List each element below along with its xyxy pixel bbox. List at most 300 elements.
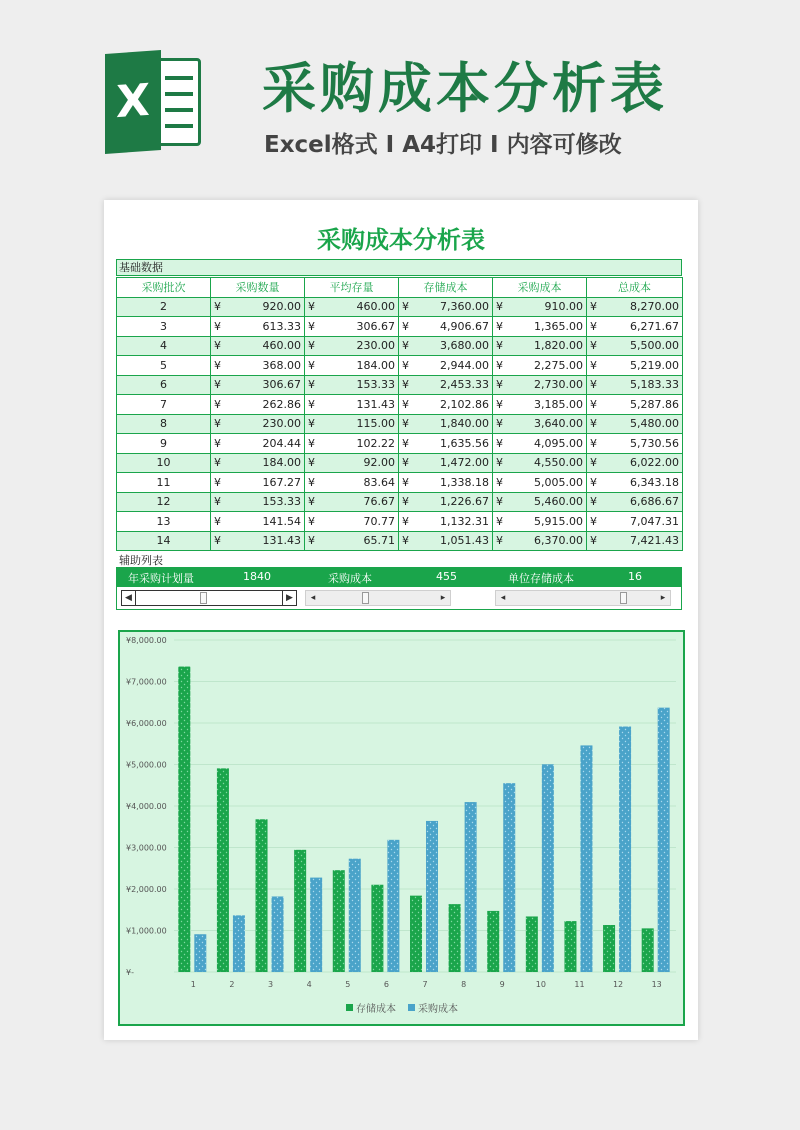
currency-symbol: ¥ xyxy=(214,534,221,548)
currency-symbol: ¥ xyxy=(214,339,221,353)
page-subtitle: Excel格式 I A4打印 I 内容可修改 xyxy=(264,132,622,158)
currency-symbol: ¥ xyxy=(308,378,315,392)
qty-cell xyxy=(211,317,305,337)
scroll-right-icon[interactable]: ▸ xyxy=(660,593,666,603)
storage-cell xyxy=(399,512,493,532)
excel-logo-icon xyxy=(103,52,205,152)
cell-value: 2,730.00 xyxy=(534,378,583,392)
x-tick-label: 7 xyxy=(422,980,428,989)
storage-cell xyxy=(399,473,493,493)
qty-cell xyxy=(211,492,305,512)
x-tick-label: 4 xyxy=(306,980,312,989)
scroll-left-icon[interactable]: ◂ xyxy=(310,593,316,603)
cell-value: 5,730.56 xyxy=(630,436,679,450)
x-tick-label: 9 xyxy=(499,980,505,989)
qty-cell xyxy=(211,395,305,415)
currency-symbol: ¥ xyxy=(496,358,503,372)
currency-symbol: ¥ xyxy=(402,358,409,372)
batch-cell: 8 xyxy=(117,414,211,434)
currency-symbol: ¥ xyxy=(496,456,503,470)
scroll-right-icon[interactable]: ▸ xyxy=(440,593,446,603)
batch-cell: 12 xyxy=(117,492,211,512)
cell-value: 6,343.18 xyxy=(630,475,679,489)
bar-storage-cost xyxy=(642,928,654,972)
x-tick-label: 6 xyxy=(383,980,389,989)
currency-symbol: ¥ xyxy=(214,475,221,489)
cell-value: 1,820.00 xyxy=(534,339,583,353)
cost-table xyxy=(116,277,683,551)
x-tick-label: 8 xyxy=(461,980,467,989)
cell-value: 920.00 xyxy=(262,300,301,314)
unit-storage-cost-label: 单位存储成本 xyxy=(508,572,574,585)
bar-purchase-cost xyxy=(272,896,284,972)
avg-cell xyxy=(305,434,399,454)
cell-value: 8,270.00 xyxy=(630,300,679,314)
cell-value: 65.71 xyxy=(363,534,395,548)
x-tick-label: 3 xyxy=(267,980,274,989)
currency-symbol: ¥ xyxy=(214,495,221,509)
currency-symbol: ¥ xyxy=(496,475,503,489)
y-tick-label: ¥7,000.00 xyxy=(126,677,167,687)
bar-storage-cost xyxy=(603,925,615,972)
annual-plan-label: 年采购计划量 xyxy=(128,572,194,585)
qty-cell xyxy=(211,473,305,493)
qty-cell xyxy=(211,414,305,434)
bar-storage-cost xyxy=(333,870,345,972)
bar-purchase-cost xyxy=(349,859,361,972)
cell-value: 5,480.00 xyxy=(630,417,679,431)
table-row xyxy=(117,453,683,473)
bar-purchase-cost xyxy=(658,708,670,972)
batch-cell: 7 xyxy=(117,395,211,415)
currency-symbol: ¥ xyxy=(308,319,315,333)
bar-storage-cost xyxy=(487,911,499,972)
cell-value: 2,944.00 xyxy=(440,358,489,372)
cell-value: 1,635.56 xyxy=(440,436,489,450)
currency-symbol: ¥ xyxy=(590,358,597,372)
cell-value: 184.00 xyxy=(262,456,301,470)
x-tick-label: 10 xyxy=(535,980,546,989)
cell-value: 1,472.00 xyxy=(440,456,489,470)
bar-purchase-cost xyxy=(542,764,554,972)
x-tick-label: 13 xyxy=(651,980,662,989)
currency-symbol: ¥ xyxy=(590,475,597,489)
total-cell xyxy=(587,395,683,415)
storage-cell xyxy=(399,375,493,395)
batch-cell: 10 xyxy=(117,453,211,473)
storage-cell xyxy=(399,531,493,551)
table-row xyxy=(117,297,683,317)
storage-cell xyxy=(399,492,493,512)
qty-cell xyxy=(211,434,305,454)
currency-symbol: ¥ xyxy=(402,397,409,411)
cell-value: 7,421.43 xyxy=(630,534,679,548)
avg-cell xyxy=(305,297,399,317)
currency-symbol: ¥ xyxy=(214,456,221,470)
currency-symbol: ¥ xyxy=(496,300,503,314)
cell-value: 230.00 xyxy=(262,417,301,431)
cell-value: 153.33 xyxy=(356,378,395,392)
scrollbar-thumb[interactable] xyxy=(200,592,207,604)
cell-value: 5,287.86 xyxy=(630,397,679,411)
currency-symbol: ¥ xyxy=(402,475,409,489)
currency-symbol: ¥ xyxy=(214,397,221,411)
table-row xyxy=(117,434,683,454)
bar-storage-cost xyxy=(178,667,190,972)
cell-value: 5,460.00 xyxy=(534,495,583,509)
cell-value: 5,219.00 xyxy=(630,358,679,372)
y-tick-label: ¥5,000.00 xyxy=(126,760,167,770)
table-row xyxy=(117,492,683,512)
annual-plan-scrollbar[interactable] xyxy=(121,590,297,606)
avg-cell xyxy=(305,336,399,356)
currency-symbol: ¥ xyxy=(590,300,597,314)
bar-storage-cost xyxy=(526,916,538,972)
total-cell xyxy=(587,356,683,376)
scroll-left-icon[interactable]: ◂ xyxy=(500,593,506,603)
storage-cell xyxy=(399,336,493,356)
currency-symbol: ¥ xyxy=(496,495,503,509)
y-tick-label: ¥2,000.00 xyxy=(126,885,167,894)
currency-symbol: ¥ xyxy=(590,436,597,450)
unit-storage-cost-scrollbar[interactable] xyxy=(495,590,671,606)
total-cell xyxy=(587,512,683,532)
cell-value: 1,132.31 xyxy=(440,514,489,528)
qty-cell xyxy=(211,531,305,551)
qty-cell xyxy=(211,512,305,532)
currency-symbol: ¥ xyxy=(496,514,503,528)
currency-symbol: ¥ xyxy=(402,339,409,353)
bar-storage-cost xyxy=(410,896,422,972)
cell-value: 184.00 xyxy=(356,358,395,372)
currency-symbol: ¥ xyxy=(496,436,503,450)
cell-value: 1,051.43 xyxy=(440,534,489,548)
column-header: 总成本 xyxy=(587,278,683,298)
qty-cell xyxy=(211,336,305,356)
cell-value: 6,686.67 xyxy=(630,495,679,509)
cell-value: 910.00 xyxy=(544,300,583,314)
total-cell xyxy=(587,297,683,317)
currency-symbol: ¥ xyxy=(590,514,597,528)
currency-symbol: ¥ xyxy=(402,417,409,431)
batch-cell: 9 xyxy=(117,434,211,454)
batch-cell: 5 xyxy=(117,356,211,376)
purchase-cell xyxy=(493,453,587,473)
scroll-right-icon[interactable]: ▶ xyxy=(282,591,296,605)
batch-cell: 13 xyxy=(117,512,211,532)
total-cell xyxy=(587,375,683,395)
currency-symbol: ¥ xyxy=(402,495,409,509)
cell-value: 92.00 xyxy=(363,456,395,470)
table-row xyxy=(117,414,683,434)
cell-value: 5,183.33 xyxy=(630,378,679,392)
unit-storage-cost-value: 16 xyxy=(628,570,642,583)
cell-value: 5,915.00 xyxy=(534,514,583,528)
currency-symbol: ¥ xyxy=(590,378,597,392)
storage-cell xyxy=(399,297,493,317)
storage-cell xyxy=(399,356,493,376)
cell-value: 4,906.67 xyxy=(440,319,489,333)
cell-value: 3,185.00 xyxy=(534,397,583,411)
column-header: 平均存量 xyxy=(305,278,399,298)
annual-plan-value: 1840 xyxy=(243,570,271,583)
y-tick-label: ¥3,000.00 xyxy=(126,843,167,853)
cell-value: 306.67 xyxy=(356,319,395,333)
purchase-cell xyxy=(493,434,587,454)
section-aux-list: 辅助列表 xyxy=(116,552,682,569)
cell-value: 1,338.18 xyxy=(440,475,489,489)
cell-value: 2,102.86 xyxy=(440,397,489,411)
cell-value: 306.67 xyxy=(262,378,301,392)
cell-value: 131.43 xyxy=(262,534,301,548)
page-title: 采购成本分析表 xyxy=(262,57,668,120)
purchase-cell xyxy=(493,336,587,356)
currency-symbol: ¥ xyxy=(308,475,315,489)
currency-symbol: ¥ xyxy=(402,514,409,528)
purchase-cell xyxy=(493,414,587,434)
avg-cell xyxy=(305,512,399,532)
aux-values-bar xyxy=(116,567,682,587)
column-header: 采购数量 xyxy=(211,278,305,298)
storage-cell xyxy=(399,395,493,415)
bar-storage-cost xyxy=(449,904,461,972)
batch-cell: 14 xyxy=(117,531,211,551)
cell-value: 115.00 xyxy=(356,417,395,431)
currency-symbol: ¥ xyxy=(496,339,503,353)
column-header: 存储成本 xyxy=(399,278,493,298)
bar-purchase-cost xyxy=(503,783,515,972)
storage-cell xyxy=(399,317,493,337)
avg-cell xyxy=(305,356,399,376)
avg-cell xyxy=(305,531,399,551)
table-row xyxy=(117,531,683,551)
cell-value: 4,095.00 xyxy=(534,436,583,450)
total-cell xyxy=(587,414,683,434)
currency-symbol: ¥ xyxy=(590,339,597,353)
batch-cell: 6 xyxy=(117,375,211,395)
cell-value: 6,271.67 xyxy=(630,319,679,333)
cell-value: 5,005.00 xyxy=(534,475,583,489)
purchase-cost-scrollbar[interactable] xyxy=(305,590,451,606)
avg-cell xyxy=(305,492,399,512)
cell-value: 7,047.31 xyxy=(630,514,679,528)
qty-cell xyxy=(211,356,305,376)
currency-symbol: ¥ xyxy=(214,358,221,372)
cell-value: 1,365.00 xyxy=(534,319,583,333)
y-tick-label: ¥- xyxy=(126,968,134,977)
currency-symbol: ¥ xyxy=(590,417,597,431)
bar-purchase-cost xyxy=(619,727,631,972)
currency-symbol: ¥ xyxy=(214,300,221,314)
cell-value: 153.33 xyxy=(262,495,301,509)
currency-symbol: ¥ xyxy=(308,514,315,528)
bar-purchase-cost xyxy=(387,840,399,972)
aux-controls-row xyxy=(116,587,682,610)
purchase-cell xyxy=(493,395,587,415)
currency-symbol: ¥ xyxy=(308,436,315,450)
table-row xyxy=(117,395,683,415)
purchase-cost-value: 455 xyxy=(436,570,457,583)
scroll-left-icon[interactable]: ◀ xyxy=(122,591,136,605)
avg-cell xyxy=(305,317,399,337)
total-cell xyxy=(587,336,683,356)
cell-value: 83.64 xyxy=(363,475,395,489)
bar-purchase-cost xyxy=(426,821,438,972)
x-tick-label: 11 xyxy=(574,980,585,989)
cell-value: 5,500.00 xyxy=(630,339,679,353)
avg-cell xyxy=(305,453,399,473)
cell-value: 262.86 xyxy=(262,397,301,411)
total-cell xyxy=(587,317,683,337)
table-body xyxy=(117,297,683,551)
bar-storage-cost xyxy=(371,885,383,972)
total-cell xyxy=(587,434,683,454)
sheet-title: 采购成本分析表 xyxy=(317,226,485,254)
y-tick-label: ¥6,000.00 xyxy=(126,719,167,728)
total-cell xyxy=(587,473,683,493)
currency-symbol: ¥ xyxy=(308,339,315,353)
currency-symbol: ¥ xyxy=(308,534,315,548)
legend-label: 采购成本 xyxy=(418,1004,458,1015)
cell-value: 70.77 xyxy=(363,514,395,528)
table-row xyxy=(117,473,683,493)
purchase-cell xyxy=(493,473,587,493)
cell-value: 460.00 xyxy=(262,339,301,353)
currency-symbol: ¥ xyxy=(496,417,503,431)
purchase-cell xyxy=(493,512,587,532)
currency-symbol: ¥ xyxy=(590,495,597,509)
bar-purchase-cost xyxy=(310,878,322,972)
cell-value: 102.22 xyxy=(356,436,395,450)
purchase-cell xyxy=(493,531,587,551)
scrollbar-thumb[interactable] xyxy=(620,592,627,604)
cell-value: 1,226.67 xyxy=(440,495,489,509)
cell-value: 204.44 xyxy=(262,436,301,450)
legend-swatch xyxy=(408,1004,415,1011)
scrollbar-thumb[interactable] xyxy=(362,592,369,604)
cell-value: 3,680.00 xyxy=(440,339,489,353)
avg-cell xyxy=(305,473,399,493)
purchase-cost-label: 采购成本 xyxy=(328,572,372,585)
currency-symbol: ¥ xyxy=(590,534,597,548)
cell-value: 167.27 xyxy=(262,475,301,489)
table-row xyxy=(117,317,683,337)
y-tick-label: ¥1,000.00 xyxy=(126,926,167,936)
avg-cell xyxy=(305,414,399,434)
column-header: 采购批次 xyxy=(117,278,211,298)
cell-value: 6,370.00 xyxy=(534,534,583,548)
purchase-cell xyxy=(493,317,587,337)
currency-symbol: ¥ xyxy=(402,534,409,548)
bar-storage-cost xyxy=(294,850,306,972)
currency-symbol: ¥ xyxy=(496,378,503,392)
cell-value: 1,840.00 xyxy=(440,417,489,431)
currency-symbol: ¥ xyxy=(402,319,409,333)
currency-symbol: ¥ xyxy=(308,397,315,411)
currency-symbol: ¥ xyxy=(308,456,315,470)
x-tick-label: 5 xyxy=(345,980,351,989)
y-tick-label: ¥4,000.00 xyxy=(126,802,167,811)
currency-symbol: ¥ xyxy=(214,436,221,450)
batch-cell: 4 xyxy=(117,336,211,356)
cell-value: 230.00 xyxy=(356,339,395,353)
currency-symbol: ¥ xyxy=(308,358,315,372)
currency-symbol: ¥ xyxy=(214,378,221,392)
currency-symbol: ¥ xyxy=(214,319,221,333)
legend-swatch xyxy=(346,1004,353,1011)
currency-symbol: ¥ xyxy=(590,319,597,333)
avg-cell xyxy=(305,375,399,395)
qty-cell xyxy=(211,375,305,395)
bar-purchase-cost xyxy=(465,802,477,972)
y-tick-label: ¥8,000.00 xyxy=(126,636,167,645)
bar-purchase-cost xyxy=(194,934,206,972)
currency-symbol: ¥ xyxy=(496,319,503,333)
purchase-cell xyxy=(493,375,587,395)
total-cell xyxy=(587,492,683,512)
cell-value: 368.00 xyxy=(262,358,301,372)
cell-value: 2,453.33 xyxy=(440,378,489,392)
table-row xyxy=(117,375,683,395)
currency-symbol: ¥ xyxy=(590,456,597,470)
table-header-row xyxy=(117,278,683,298)
bar-storage-cost xyxy=(256,819,268,972)
column-header: 采购成本 xyxy=(493,278,587,298)
table-row xyxy=(117,512,683,532)
currency-symbol: ¥ xyxy=(496,534,503,548)
total-cell xyxy=(587,531,683,551)
currency-symbol: ¥ xyxy=(308,300,315,314)
bar-storage-cost xyxy=(564,921,576,972)
qty-cell xyxy=(211,453,305,473)
bar-purchase-cost xyxy=(580,745,592,972)
qty-cell xyxy=(211,297,305,317)
x-tick-label: 12 xyxy=(612,980,624,989)
x-tick-label: 1 xyxy=(190,980,196,989)
cell-value: 7,360.00 xyxy=(440,300,489,314)
purchase-cell xyxy=(493,492,587,512)
currency-symbol: ¥ xyxy=(402,456,409,470)
cost-chart xyxy=(118,630,685,1026)
avg-cell xyxy=(305,395,399,415)
bar-purchase-cost xyxy=(233,915,245,972)
total-cell xyxy=(587,453,683,473)
currency-symbol: ¥ xyxy=(402,436,409,450)
currency-symbol: ¥ xyxy=(496,397,503,411)
cell-value: 4,550.00 xyxy=(534,456,583,470)
cell-value: 460.00 xyxy=(356,300,395,314)
currency-symbol: ¥ xyxy=(214,514,221,528)
logo-letter: X xyxy=(105,50,161,154)
cell-value: 2,275.00 xyxy=(534,358,583,372)
bar-storage-cost xyxy=(217,768,229,972)
batch-cell: 3 xyxy=(117,317,211,337)
storage-cell xyxy=(399,414,493,434)
currency-symbol: ¥ xyxy=(402,300,409,314)
section-basic-data: 基础数据 xyxy=(116,259,682,276)
cell-value: 76.67 xyxy=(363,495,395,509)
purchase-cell xyxy=(493,356,587,376)
chart-canvas xyxy=(120,632,683,1024)
currency-symbol: ¥ xyxy=(590,397,597,411)
purchase-cell xyxy=(493,297,587,317)
storage-cell xyxy=(399,453,493,473)
batch-cell: 11 xyxy=(117,473,211,493)
currency-symbol: ¥ xyxy=(402,378,409,392)
currency-symbol: ¥ xyxy=(214,417,221,431)
cell-value: 3,640.00 xyxy=(534,417,583,431)
cell-value: 141.54 xyxy=(262,514,301,528)
